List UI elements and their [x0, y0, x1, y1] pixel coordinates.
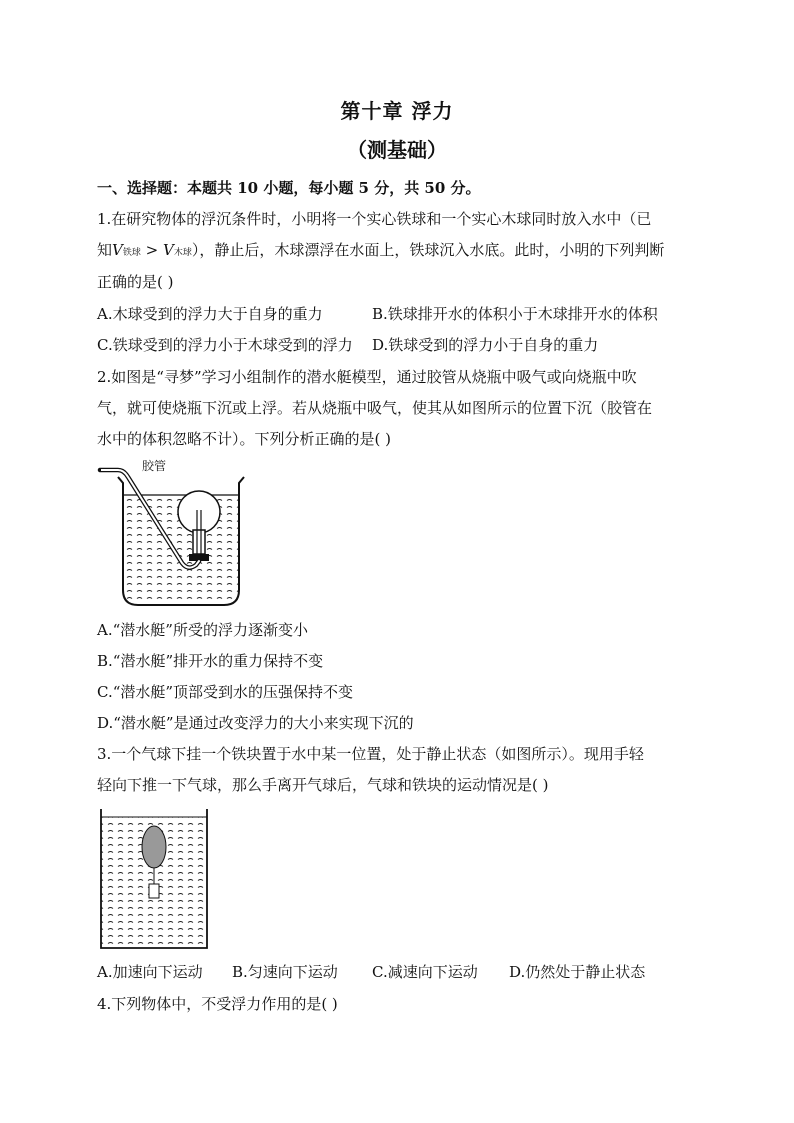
q1-line-3: 正确的是( ) [97, 273, 174, 291]
q2-option-b[interactable]: B.“潜水艇”排开水的重力保持不变 [97, 652, 324, 670]
q1-line-2 [97, 240, 664, 263]
q3-option-a[interactable]: A.加速向下运动 [97, 963, 203, 981]
balloon-iron-figure [97, 807, 211, 952]
q1-option-a[interactable]: A.木球受到的浮力大于自身的重力 [97, 305, 323, 323]
q3-option-b[interactable]: B.匀速向下运动 [232, 963, 338, 981]
v-symbol-iron: V [112, 241, 123, 259]
flask-neck [193, 530, 205, 554]
q1-line-1: 1.在研究物体的浮沉条件时，小明将一个实心铁球和一个实心木球同时放入水中（已 [97, 210, 652, 228]
tube-label: 胶管 [142, 459, 167, 473]
q1-option-d[interactable]: D.铁球受到的浮力小于自身的重力 [372, 336, 599, 354]
subscript-wood: 木球 [173, 248, 192, 258]
q1-line-2-post: ），静止后，木球漂浮在水面上，铁球沉入水底。此时，小明的下列判断 [191, 241, 665, 259]
q2-line-3: 水中的体积忽略不计）。下列分析正确的是( ) [97, 430, 391, 448]
submarine-model-figure [96, 455, 256, 610]
balloon [142, 826, 166, 868]
q3-option-d[interactable]: D.仍然处于静止状态 [509, 963, 646, 981]
q3-line-1: 3.一个气球下挂一个铁块置于水中某一位置，处于静止状态（如图所示）。现用手轻 [97, 745, 644, 763]
v-symbol-wood: V [162, 241, 174, 259]
q2-line-1: 2.如图是“寻梦”学习小组制作的潜水艇模型，通过胶管从烧瓶中吸气或向烧瓶中吹 [97, 368, 637, 386]
q1-option-c[interactable]: C.铁球受到的浮力小于木球受到的浮力 [97, 336, 353, 354]
subscript-iron: 铁球 [122, 248, 141, 258]
greater-than: > [140, 241, 163, 259]
flask-bulb [178, 491, 220, 533]
q2-line-2: 气，就可使烧瓶下沉或上浮。若从烧瓶中吸气，使其从如图所示的位置下沉（胶管在 [97, 399, 653, 417]
iron-block [149, 884, 159, 898]
q2-option-c[interactable]: C.“潜水艇”顶部受到水的压强保持不变 [97, 683, 354, 701]
q4-line-1: 4.下列物体中，不受浮力作用的是( ) [97, 995, 338, 1013]
q2-option-a[interactable]: A.“潜水艇”所受的浮力逐渐变小 [97, 621, 308, 639]
q3-option-c[interactable]: C.减速向下运动 [372, 963, 478, 981]
q2-option-d[interactable]: D.“潜水艇”是通过改变浮力的大小来实现下沉的 [97, 714, 414, 732]
q1-option-b[interactable]: B.铁球排开水的体积小于木球排开水的体积 [372, 305, 658, 323]
q3-line-2: 轻向下推一下气球，那么手离开气球后，气球和铁块的运动情况是( ) [97, 776, 549, 794]
page-title: 第十章 浮力 [340, 99, 454, 123]
section-header: 一、选择题：本题共 10 小题，每小题 5 分，共 50 分。 [97, 179, 481, 197]
q1-line-2-pre: 知 [97, 241, 113, 259]
page-subtitle: （测基础） [347, 138, 447, 162]
